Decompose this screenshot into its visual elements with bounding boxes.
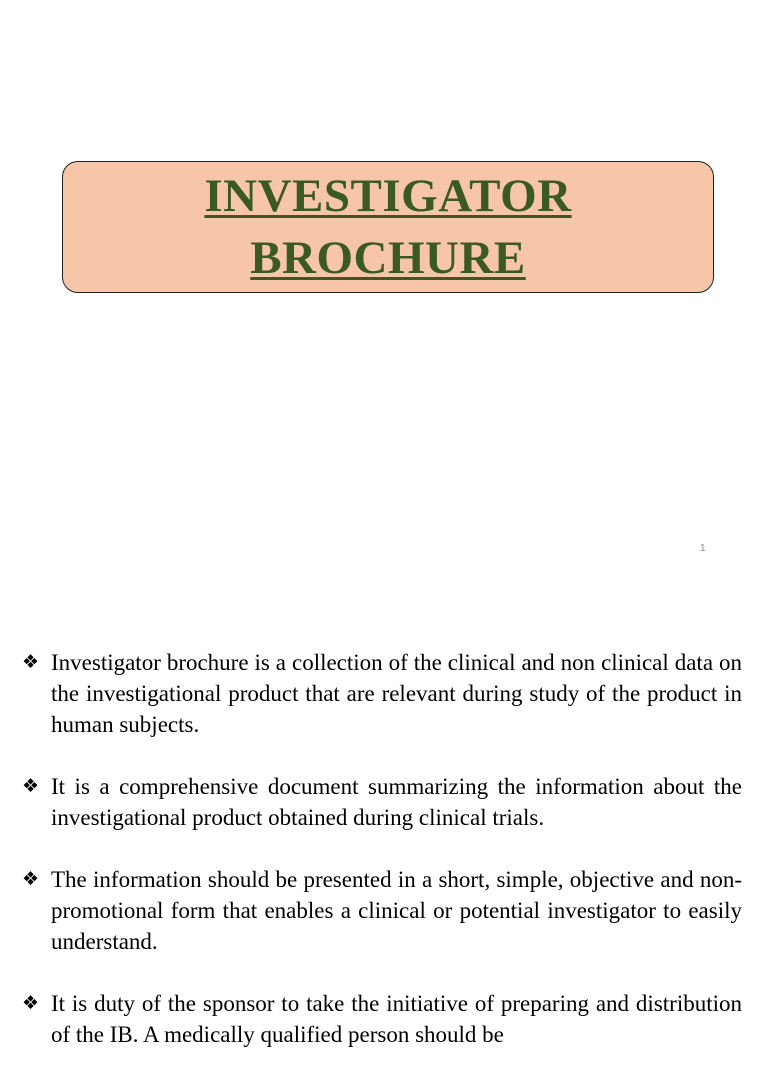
page-number: 1 (700, 543, 706, 554)
title-box (62, 161, 714, 293)
bullet-item (22, 864, 742, 957)
bullet-text: It is a comprehensive document summarizing the information about the investigational product obtained during clinical trials. (51, 774, 742, 830)
bullet-list (22, 647, 742, 1081)
diamond-bullet-icon: ❖ (22, 868, 40, 890)
title-line-2: BROCHURE (250, 232, 526, 284)
bullet-item (22, 647, 742, 740)
title-line-1: INVESTIGATOR (204, 170, 572, 222)
diamond-bullet-icon: ❖ (22, 992, 40, 1014)
bullet-text: It is duty of the sponsor to take the initiative of preparing and distribution of the IB. A medically qualified person should be (51, 991, 742, 1047)
bullet-item (22, 988, 742, 1050)
diamond-bullet-icon: ❖ (22, 651, 40, 673)
bullet-text: The information should be presented in a short, simple, objective and non-promotional form that enables a clinical or potential investigator to easily understand. (51, 867, 742, 954)
bullet-item (22, 771, 742, 833)
diamond-bullet-icon: ❖ (22, 775, 40, 797)
bullet-text: Investigator brochure is a collection of the clinical and non clinical data on the investigational product that are relevant during study of the product in human subjects. (51, 650, 742, 737)
